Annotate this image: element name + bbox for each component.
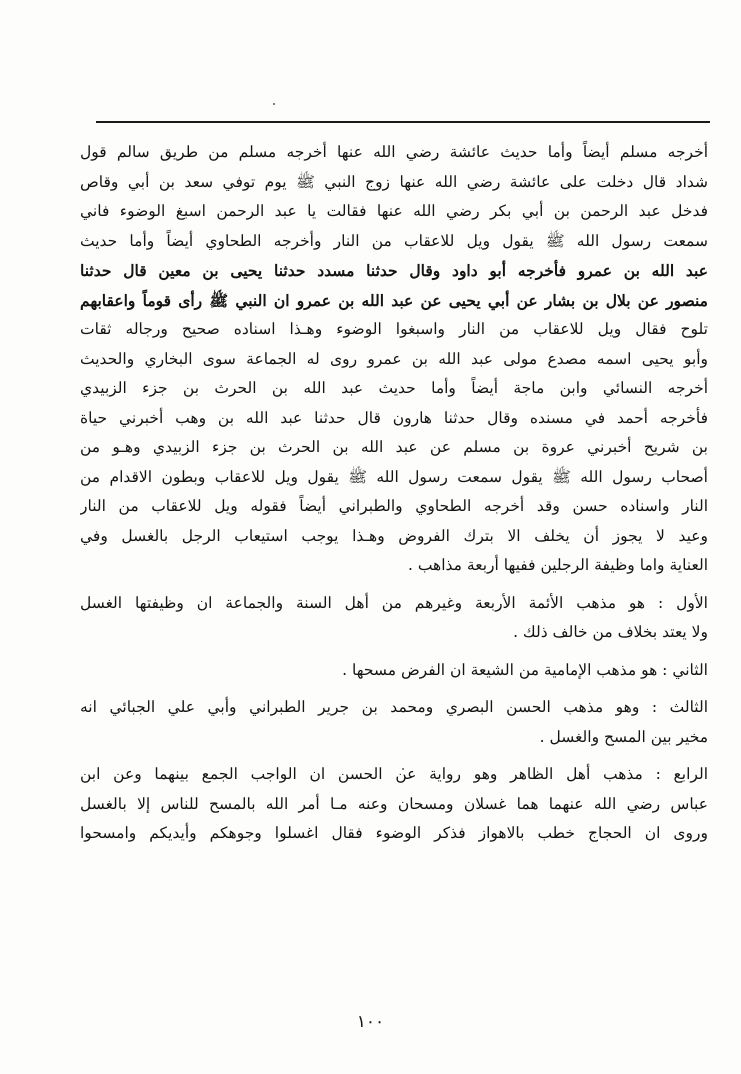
text-line: الرابع : مذهب أهل الظاهر وهو رواية عن الحسن ان الواجب الجمع بينهما وعن ابن [80, 765, 708, 783]
text-line: بن شريح أخبرني عروة بن مسلم عن عبد الله بن الحرث بن جزء الزبيدي وهـو من [80, 438, 708, 456]
text-line: وعيد لا يجوز أن يخلف الا بترك الفروض وهـذا يوجب استيعاب الرجل بالغسل وفي [80, 526, 708, 545]
text-line: وروى ان الحجاج خطب بالاهواز فذكر الوضوء فقال اغسلوا وجوهكم وأيديكم وامسحوا [80, 824, 708, 842]
body-text [80, 138, 708, 849]
text-line: فأخرجه أحمد في مسنده وقال حدثنا هارون قال حدثنا عبد الله بن وهب أخبرني حياة [80, 408, 708, 427]
text-line: ولا يعتد بخلاف من خالف ذلك . [513, 623, 708, 641]
text-line: عباس رضي الله عنهما هما غسلان ومسحان وعنه مـا أمر الله بالمسح للناس إلا بالغسل [80, 794, 708, 813]
text-line: الثاني : هو مذهب الإمامية من الشيعة ان الفرض مسحها . [342, 660, 708, 679]
text-line: شداد قال دخلت على عائشة رضي الله عنها زوج النبي ﷺ يوم توفي سعد بن أبي وقاص [80, 172, 708, 191]
header-rule [96, 121, 710, 123]
text-line: منصور عن بلال بن بشار عن أبي يحيى عن عبد الله بن عمرو ان النبي ﷺ رأى قوماً واعقابهم [80, 290, 708, 310]
text-line: وأبو يحيى اسمه مصدع مولى عبد الله بن عمرو روى له الجماعة سوى البخاري والحديث [80, 349, 708, 368]
text-line: سمعت رسول الله ﷺ يقول ويل للاعقاب من النار وأخرجه الطحاوي أيضاً وأما حديث [80, 231, 708, 250]
text-line: الثالث : وهو مذهب الحسن البصري ومحمد بن جرير الطبراني وأبي علي الجبائي انه [80, 698, 708, 716]
text-line: أصحاب رسول الله ﷺ يقول سمعت رسول الله ﷺ يقول ويل للاعقاب وبطون الاقدام من [80, 467, 708, 486]
text-line: الأول : هو مذهب الأئمة الأربعة وغيرهم من أهل السنة والجماعة ان وظيفتها الغسل [80, 593, 708, 612]
text-line: أخرجه مسلم أيضاً وأما حديث عائشة رضي الله عنها أخرجه مسلم من طريق سالم قول [80, 143, 708, 161]
page-number: ١٠٠ [356, 1012, 385, 1032]
text-line: فدخل عبد الرحمن بن أبي بكر رضي الله عنها فقالت يا عبد الرحمن اسبغ الوضوء فاني [80, 202, 708, 220]
text-line: تلوح فقال ويل للاعقاب من النار واسبغوا الوضوء وهـذا اسناده صحيح ورجاله ثقات [80, 320, 708, 338]
text-line: أخرجه النسائي وابن ماجة أيضاً وأما حديث عبد الله بن الحرث بن جزء الزبيدي [80, 379, 708, 397]
text-line: العناية واما وظيفة الرجلين ففيها أربعة مذاهب . [407, 556, 708, 574]
text-line: عبد الله بن عمرو فأخرجه أبو داود وقال حدثنا مسدد حدثنا يحيى بن معين قال حدثنا [80, 261, 708, 280]
text-line: النار واسناده حسن وقد أخرجه الطحاوي والطبراني أيضاً فقوله ويل للاعقاب من النار [80, 497, 708, 515]
text-line: مخير بين المسح والغسل . [539, 727, 708, 746]
scan-speck [273, 103, 275, 105]
